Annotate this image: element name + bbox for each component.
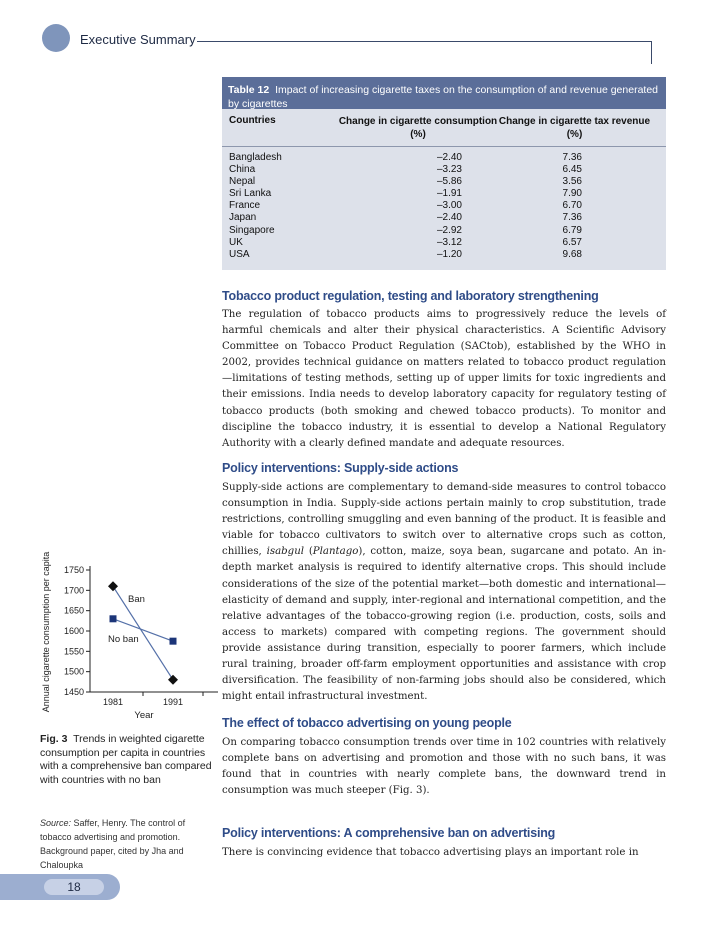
paragraph-regulation: The regulation of tobacco products aims to progressively reduce the levels of harmful chemicals and alter their physical characteristics. A Scientific Advisory Committee on Tobacco Product Regulation (SACtob), established by the WHO in 2002, provides technical guidance on matters related to tobacco product regulation—limitations of testing methods, setting up of upper limits for toxic ingredients and their emissions. India needs to develop laboratory capacity for regulatory testing of tobacco products (both smoking and chewed tobacco products). To monitor and discipline the tobacco industry, it is essential to develop a National Regulatory Authority with a clearly defined mandate and adequate resources. [222,309,666,449]
cell-revenue: 6.79 [562,224,582,236]
figure-3-chart [40,548,220,728]
y-tick-label: 1600 [63,626,84,636]
cell-country: China [229,164,256,176]
data-point-no-ban [170,638,177,645]
y-tick-label: 1550 [63,646,84,657]
supply-text-italic-2: Plantago [312,546,359,558]
heading-advertising-youth: The effect of tobacco advertising on young people [222,716,512,730]
cell-revenue: 7.90 [562,188,582,200]
table-row [222,225,666,237]
header-rule-tick [651,41,652,64]
column-header-countries: Countries [229,115,276,126]
y-tick-label: 1750 [63,565,84,575]
supply-text-2: ( [304,546,313,558]
x-axis-label: Year [134,710,154,721]
cell-revenue: 7.36 [562,212,582,224]
cell-consumption: –5.86 [436,176,462,188]
cell-consumption: –3.12 [436,236,462,248]
header-rule [197,41,652,42]
data-point-ban [168,675,178,685]
series-label-no-ban: No ban [108,634,139,645]
column-header-consumption: Change in cigarette consumption (%) [338,116,498,140]
figure-3-source-label: Source: [40,818,72,828]
paragraph-advertising-youth: On comparing tobacco consumption trends over time in 102 countries with relatively complete bans on advertising and promotion and those with no such bans, it was found that in countries with nearly complete bans, the downward trend in consumption was much steeper (Fig. 3). [222,737,666,797]
cell-revenue: 6.70 [562,200,582,212]
table-row [222,176,666,188]
table-12-body [222,152,666,261]
table-row [222,237,666,249]
heading-regulation: Tobacco product regulation, testing and laboratory strengthening [222,289,599,303]
figure-3-label: Fig. 3 [40,733,68,745]
y-axis-label: Annual cigarette consumption per capita [41,551,51,713]
cell-revenue: 7.36 [562,152,582,163]
cell-consumption: –2.92 [436,224,462,236]
figure-3-caption-text: Trends in weighted cigarette consumption per capita in countries with a comprehensive ban compared with countries with no ban [40,733,212,786]
table-row [222,200,666,212]
table-12-header-row [222,115,666,147]
table-row [222,188,666,200]
header-title: Executive Summary [80,32,196,47]
cell-consumption: –3.23 [436,164,462,176]
header-circle [42,24,70,52]
cell-consumption: –2.40 [436,152,462,163]
paragraph-advertising-ban: There is convincing evidence that tobacco advertising plays an important role in [222,847,639,858]
y-tick-label: 1650 [63,605,84,616]
cell-country: Nepal [229,176,256,188]
y-tick-label: 1500 [63,666,84,677]
heading-advertising-ban: Policy interventions: A comprehensive ban on advertising [222,826,556,840]
table-row [222,152,666,164]
supply-text-italic-1: isabgul [266,546,305,558]
cell-revenue: 6.57 [562,236,582,248]
cell-revenue: 9.68 [562,248,582,260]
figure-3-source-text: Saffer, Henry. The control of tobacco advertising and promotion. Background paper, cited by Jha and Chaloupka [40,818,186,870]
cell-consumption: –1.20 [436,248,462,260]
table-12 [222,77,666,270]
x-tick-label: 1991 [162,697,184,707]
table-row [222,249,666,261]
table-row [222,212,666,224]
y-tick-label: 1700 [63,585,84,596]
data-point-ban [108,581,118,591]
x-tick-label: 1981 [102,697,124,707]
cell-country: France [229,200,261,212]
heading-supply-side: Policy interventions: Supply-side actions [222,461,459,475]
cell-consumption: –3.00 [436,200,462,212]
paragraph-supply-side [222,480,666,705]
cell-consumption: –1.91 [436,188,462,200]
figure-3-source [40,816,212,872]
series-label-ban: Ban [128,594,145,605]
data-point-no-ban [110,615,117,622]
table-row [222,164,666,176]
y-tick-label: 1450 [63,687,84,697]
supply-text-3: ), cotton, maize, soya bean, sugarcane and potato. An in-depth market analysis is required to identify alternative crops. This should include considerations of the size of the potential market—both domestic and international—elasticity of demand and supply, inter-regional and international competition, and the relative advantages of the tobacco-growing region (i.e. production, costs, soils and access to markets) compared with competing regions. The government should provide assistance during transition, especially to poorer farmers, which include rural training, broader off-farm employment opportunities and assistance with crop diversification. The feasibility of non-farming jobs should also be considered, which might entail infrastructural investment. [222,546,666,703]
cell-revenue: 6.45 [562,164,582,176]
cell-country: Bangladesh [229,152,282,163]
table-12-label: Table 12 [228,84,270,96]
cell-country: Japan [229,212,257,224]
table-12-caption [222,77,666,109]
cell-revenue: 3.56 [562,176,582,188]
cell-country: Singapore [229,224,275,236]
figure-3-caption [40,733,212,787]
column-header-revenue: Change in cigarette tax revenue (%) [498,116,651,140]
supply-text-1: Supply-side actions are complementary to demand-side measures to control tobacco consumption in India. Supply-side actions pertain mainly to crop substitution, trade restrictions, controlling smuggling and even banning of the product. It is feasible and viable for tobacco cultivators to switch over to alternative crops such as cotton, chillies, [222,482,666,558]
cell-country: UK [229,236,243,248]
cell-country: USA [229,248,250,260]
table-12-caption-text: Impact of increasing cigarette taxes on the consumption of and revenue generated by cigarettes [228,84,659,110]
page-number: 18 [44,879,104,895]
cell-consumption: –2.40 [436,212,462,224]
cell-country: Sri Lanka [229,188,272,200]
